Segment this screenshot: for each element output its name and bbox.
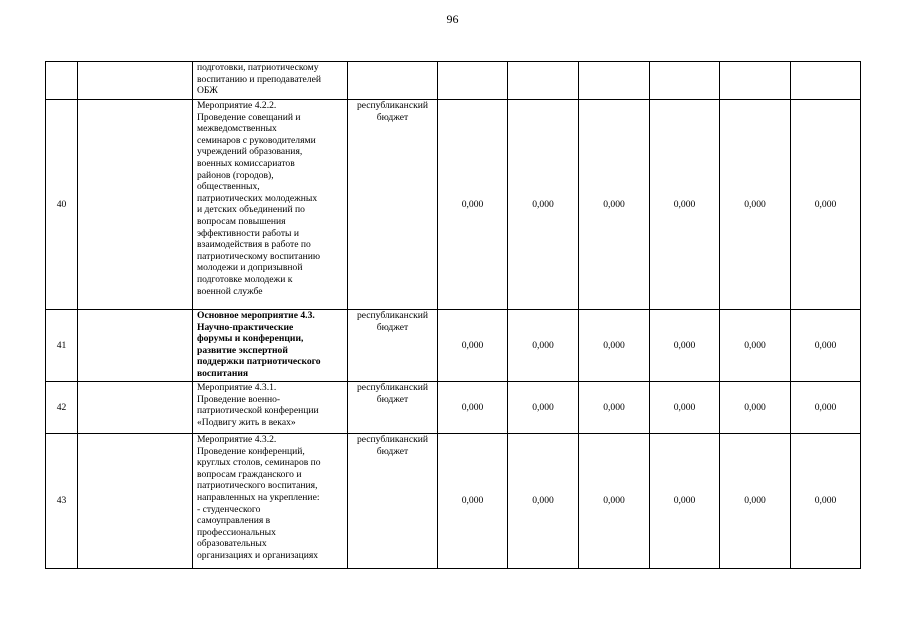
amount-cell: 0,000: [438, 382, 508, 434]
table-row: [46, 310, 861, 382]
amount-cell: 0,000: [650, 310, 720, 382]
funding-source-cell: республиканский бюджет: [348, 100, 438, 310]
funding-source-cell: [348, 62, 438, 100]
amount-cell: 0,000: [579, 382, 650, 434]
empty-cell: [78, 62, 193, 100]
amount-cell: 0,000: [508, 382, 579, 434]
amount-cell: [508, 62, 579, 100]
amount-cell: 0,000: [720, 382, 791, 434]
funding-source-cell: республиканский бюджет: [348, 434, 438, 569]
amount-cell: 0,000: [508, 434, 579, 569]
amount-cell: 0,000: [720, 434, 791, 569]
amount-cell: [720, 62, 791, 100]
amount-cell: 0,000: [650, 100, 720, 310]
empty-cell: [78, 310, 193, 382]
row-number-cell: 41: [46, 310, 78, 382]
amount-cell: 0,000: [438, 100, 508, 310]
amount-cell: 0,000: [791, 434, 861, 569]
empty-cell: [78, 382, 193, 434]
amount-cell: [579, 62, 650, 100]
amount-cell: 0,000: [791, 100, 861, 310]
amount-cell: 0,000: [720, 310, 791, 382]
amount-cell: 0,000: [791, 382, 861, 434]
amount-cell: 0,000: [650, 434, 720, 569]
amount-cell: [791, 62, 861, 100]
amount-cell: 0,000: [791, 310, 861, 382]
page-number: 96: [446, 12, 459, 26]
amount-cell: 0,000: [508, 310, 579, 382]
amount-cell: 0,000: [508, 100, 579, 310]
activity-description-cell: подготовки, патриотическому воспитанию и преподавателей ОБЖ: [193, 62, 348, 100]
activity-description-cell: Мероприятие 4.3.1. Проведение военно- патриотической конференции «Подвигу жить в веках»: [193, 382, 348, 434]
table-row: [46, 62, 861, 100]
amount-cell: 0,000: [438, 310, 508, 382]
empty-cell: [78, 434, 193, 569]
amount-cell: [650, 62, 720, 100]
activity-description-cell: Мероприятие 4.2.2. Проведение совещаний и межведомственных семинаров с руководителями учреждений образования, военных комиссариатов районов (городов), общественных, патриотических молодежных и детских объединений по вопросам повышения эффективности работы и взаимодействия в работе по патриотическому воспитанию молодежи и допризывной подготовке молодежи к военной службе: [193, 100, 348, 310]
table-row: [46, 100, 861, 310]
amount-cell: 0,000: [579, 310, 650, 382]
amount-cell: 0,000: [720, 100, 791, 310]
row-number-cell: [46, 62, 78, 100]
row-number-cell: 40: [46, 100, 78, 310]
row-number-cell: 43: [46, 434, 78, 569]
funding-source-cell: республиканский бюджет: [348, 310, 438, 382]
activity-description-cell: Мероприятие 4.3.2. Проведение конференций, круглых столов, семинаров по вопросам гражданского и патриотического воспитания, направленных на укрепление: - студенческого самоуправления в профессиональных образовательных организациях и организациях: [193, 434, 348, 569]
activity-description-cell: Основное мероприятие 4.3. Научно-практические форумы и конференции, развитие экспертной поддержки патриотического воспитания: [193, 310, 348, 382]
table-row: [46, 382, 861, 434]
amount-cell: 0,000: [438, 434, 508, 569]
table-row: [46, 434, 861, 569]
empty-cell: [78, 100, 193, 310]
amount-cell: 0,000: [579, 100, 650, 310]
row-number-cell: 42: [46, 382, 78, 434]
amount-cell: 0,000: [650, 382, 720, 434]
amount-cell: [438, 62, 508, 100]
budget-table: [45, 61, 861, 569]
amount-cell: 0,000: [579, 434, 650, 569]
funding-source-cell: республиканский бюджет: [348, 382, 438, 434]
